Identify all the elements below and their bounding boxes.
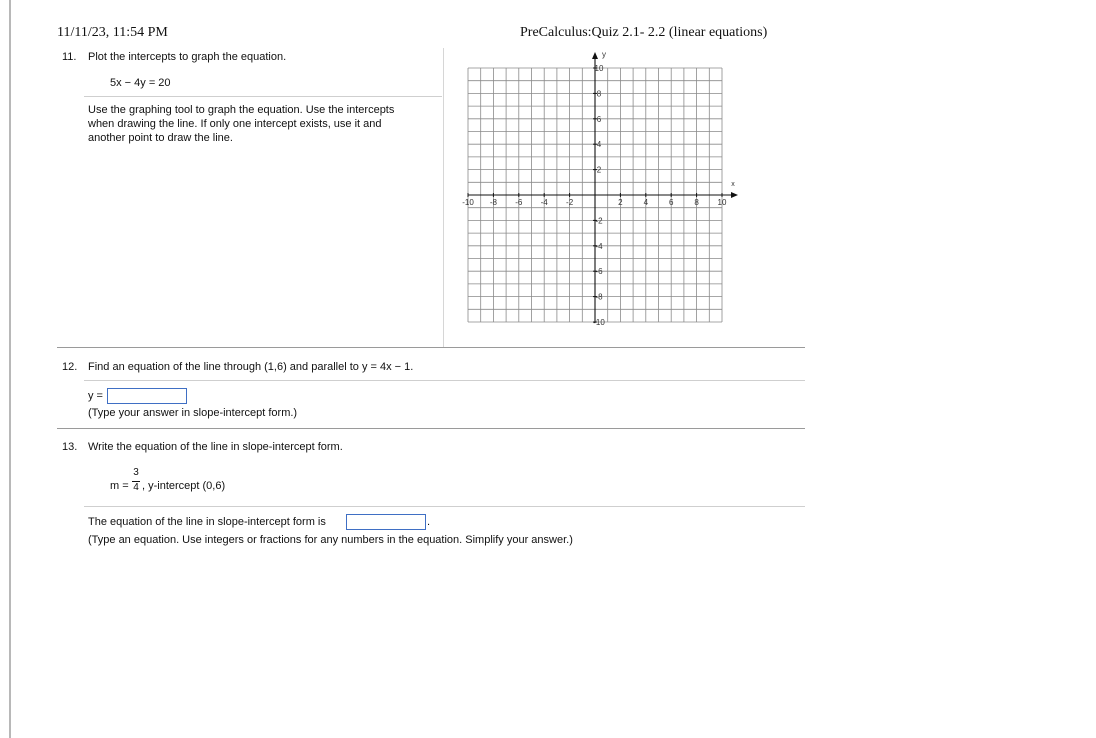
y-tick-label: -8	[595, 292, 603, 302]
q11-instructions-line2: when drawing the line. If only one intercept exists, use it and	[88, 118, 382, 130]
q12-divider	[84, 380, 805, 381]
q12-answer-prefix: y =	[88, 390, 103, 402]
y-axis-arrow-icon	[592, 52, 598, 59]
y-tick-label: 8	[596, 89, 602, 99]
y-tick-label: 2	[596, 165, 602, 175]
section-divider-13	[57, 428, 805, 429]
x-tick-label: -6	[515, 198, 523, 207]
y-axis-label: y	[602, 50, 606, 59]
q13-slope-denominator: 4	[133, 482, 139, 493]
x-tick-label: 2	[618, 198, 623, 207]
y-tick-label: -6	[595, 267, 603, 277]
q13-slope-label: m =	[110, 480, 129, 492]
x-tick-label: 8	[694, 198, 699, 207]
x-axis-label: x	[731, 181, 735, 188]
q12-answer-input[interactable]	[107, 388, 187, 404]
q11-prompt: Plot the intercepts to graph the equation.	[88, 51, 287, 63]
q13-divider	[84, 506, 805, 507]
q12-prompt: Find an equation of the line through (1,6) and parallel to y = 4x − 1.	[88, 361, 414, 373]
q13-number: 13.	[62, 441, 78, 453]
q12-hint: (Type your answer in slope-intercept form.)	[88, 407, 298, 419]
print-datetime: 11/11/23, 11:54 PM	[57, 25, 168, 40]
x-tick-label: -4	[540, 198, 548, 207]
y-tick-label: -4	[595, 241, 603, 251]
q11-column-divider	[443, 48, 444, 348]
q13-slope-numerator: 3	[133, 467, 139, 478]
page-left-border	[9, 0, 11, 738]
quiz-title: PreCalculus:Quiz 2.1- 2.2 (linear equations)	[520, 25, 768, 40]
section-divider-12	[57, 347, 805, 348]
x-tick-label: 10	[717, 198, 727, 207]
coordinate-graph[interactable]	[455, 50, 745, 335]
y-tick-label: 4	[596, 140, 602, 150]
y-tick-label: -10	[593, 318, 605, 327]
y-tick-label: 10	[594, 64, 604, 73]
q13-answer-suffix: .	[427, 516, 431, 528]
q11-number: 11.	[62, 51, 77, 63]
q13-prompt: Write the equation of the line in slope-intercept form.	[88, 441, 343, 453]
x-tick-label: 4	[643, 198, 649, 207]
q11-instructions-line3: another point to draw the line.	[88, 132, 233, 144]
q13-answer-input[interactable]	[346, 514, 426, 530]
y-tick-label: -2	[595, 216, 603, 226]
q13-intercept-text: , y-intercept (0,6)	[142, 480, 226, 492]
q12-number: 12.	[62, 361, 78, 373]
q11-instructions-line1: Use the graphing tool to graph the equation. Use the intercepts	[88, 104, 395, 116]
x-tick-label: -2	[566, 198, 574, 207]
x-axis-arrow-icon	[731, 192, 738, 198]
x-tick-label: -10	[462, 198, 474, 207]
x-tick-label: 6	[668, 198, 674, 207]
q11-equation: 5x − 4y = 20	[110, 77, 171, 89]
q13-hint: (Type an equation. Use integers or fractions for any numbers in the equation. Simplify your answer.)	[88, 534, 573, 546]
q13-answer-label: The equation of the line in slope-intercept form is	[88, 516, 326, 528]
y-tick-label: 6	[596, 114, 602, 124]
q11-divider	[84, 96, 442, 97]
x-tick-label: -8	[489, 198, 497, 207]
